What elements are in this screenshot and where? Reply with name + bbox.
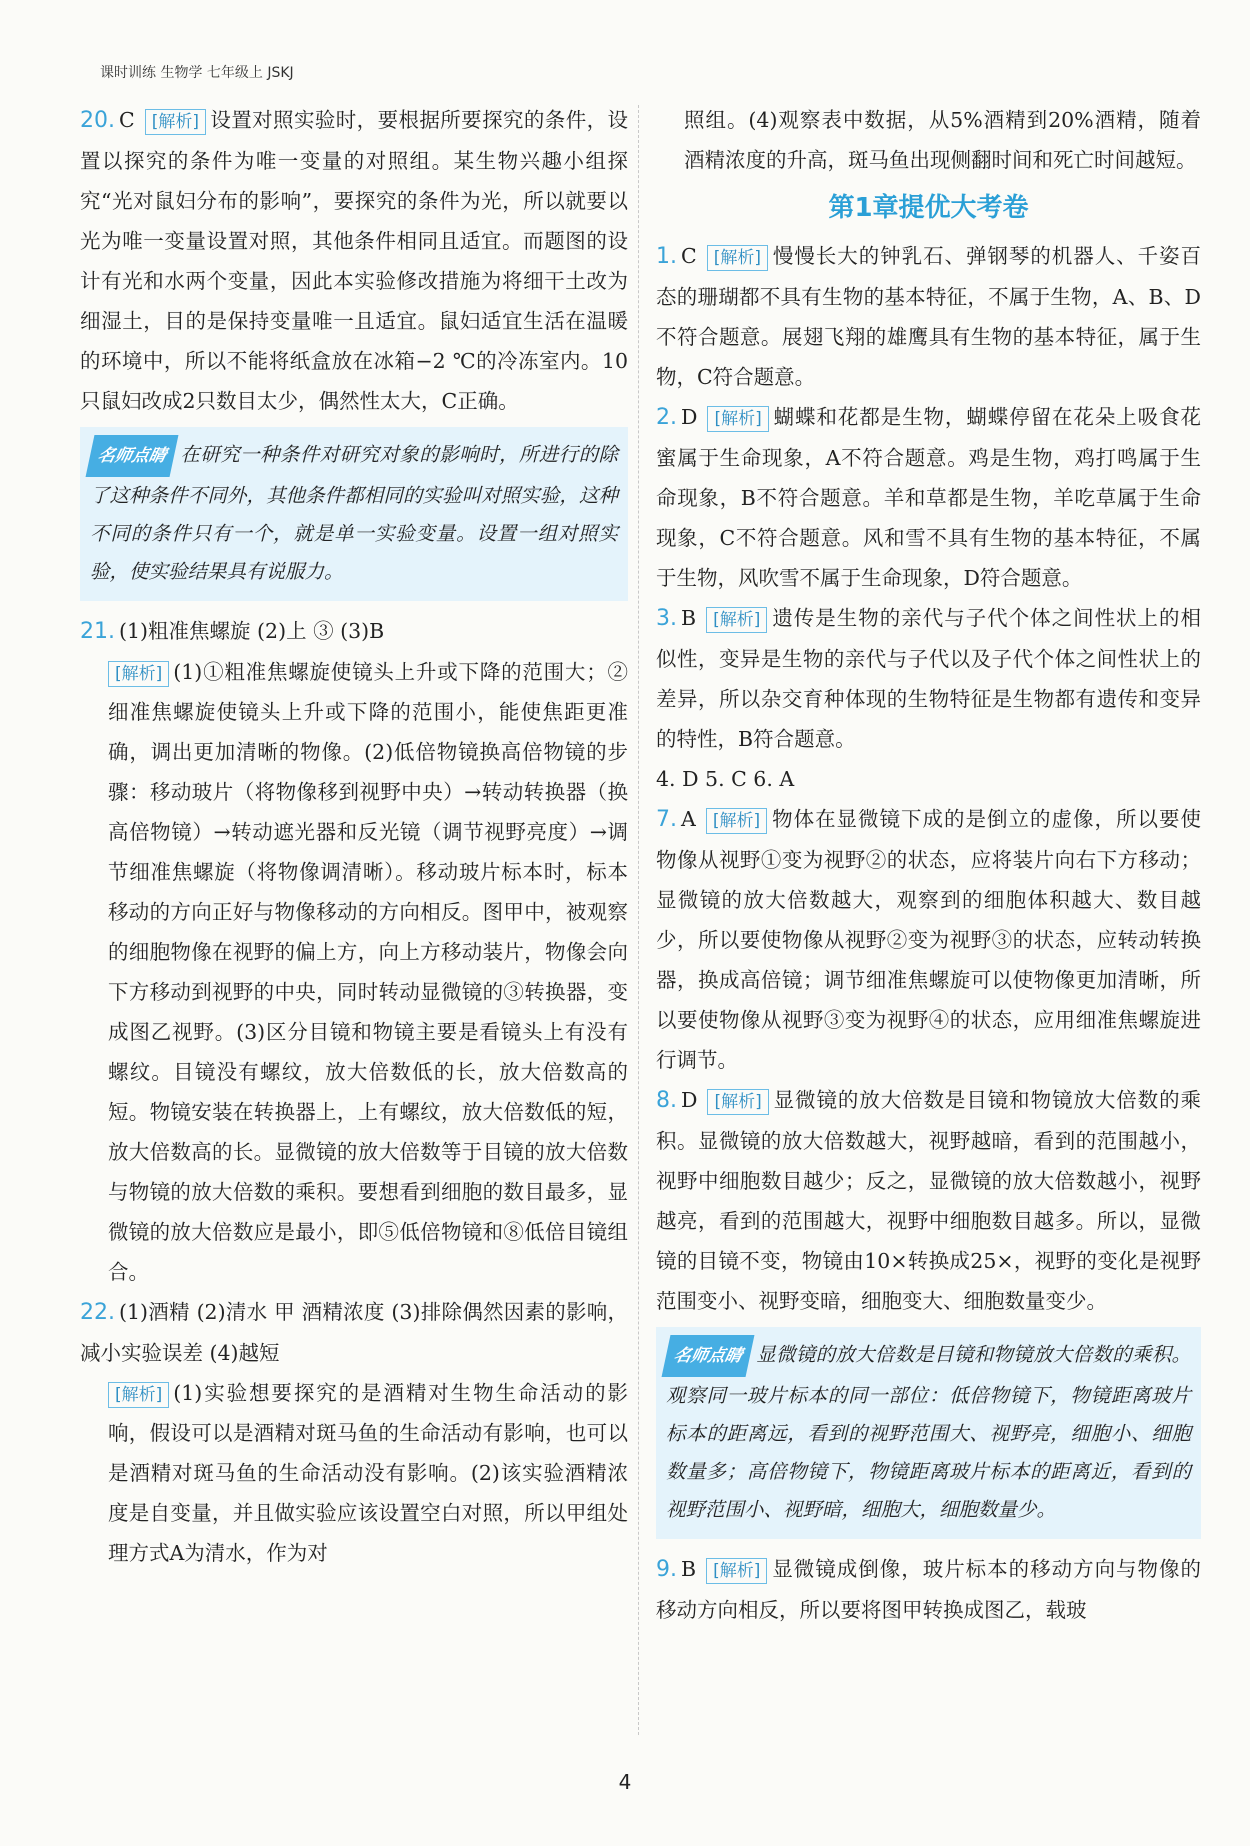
question-3: [656, 598, 1201, 759]
q3-analysis: 遗传是生物的亲代与子代个体之间性状上的相似性，变异是生物的亲代与子代以及子代个体之间性状上的差异，所以杂交育种体现的生物特征是生物都有遗传和变异的特性，B符合题意。: [656, 606, 1201, 751]
q9-number: 9.: [656, 1557, 677, 1582]
tip-text: 显微镜的放大倍数是目镜和物镜放大倍数的乘积。观察同一玻片标本的同一部位：低倍物镜下，物镜距离玻片标本的距离远，看到的视野范围大、视野亮，细胞小、细胞数量多；高倍物镜下，物镜距离玻片标本的距离近，看到的视野范围小、视野暗，细胞大，细胞数量少。: [666, 1343, 1191, 1521]
q7-analysis: 物体在显微镜下成的是倒立的虚像，所以要使物像从视野①变为视野②的状态，应将装片向右下方移动；显微镜的放大倍数越大，观察到的细胞体积越大、数目越少，所以要使物像从视野②变为视野③的状态，应转动转换器，换成高倍镜；调节细准焦螺旋可以使物像更加清晰，所以要使物像从视野③变为视野④的状态，应用细准焦螺旋进行调节。: [656, 807, 1201, 1072]
tip-label: 名师点睛: [662, 1335, 755, 1377]
teacher-tip-box: [656, 1327, 1201, 1539]
q22-continuation: 照组。(4)观察表中数据，从5%酒精到20%酒精，随着酒精浓度的升高，斑马鱼出现侧翻时间和死亡时间越短。: [684, 108, 1201, 172]
q2-analysis: 蝴蝶和花都是生物，蝴蝶停留在花朵上吸食花蜜属于生命现象，A不符合题意。鸡是生物，鸡打鸣属于生命现象，B不符合题意。羊和草都是生物，羊吃草属于生命现象，C不符合题意。风和雪不具有生物的基本特征，不属于生物，风吹雪不属于生命现象，D符合题意。: [656, 405, 1201, 590]
q1-answer: C: [681, 244, 697, 268]
question-9: [656, 1549, 1201, 1630]
q1-analysis: 慢慢长大的钟乳石、弹钢琴的机器人、千姿百态的珊瑚都不具有生物的基本特征，不属于生物，A、B、D不符合题意。展翅飞翔的雄鹰具有生物的基本特征，属于生物，C符合题意。: [656, 244, 1201, 389]
question-1: [656, 236, 1201, 397]
q20-answer: C: [119, 108, 135, 132]
q22-analysis-paragraph: [80, 1373, 628, 1573]
q22-number: 22.: [80, 1300, 115, 1325]
q21-analysis-paragraph: [80, 652, 628, 1292]
q2-answer: D: [681, 405, 698, 429]
analysis-tag: [解析]: [108, 1382, 169, 1408]
left-column: [80, 100, 628, 1573]
q8-number: 8.: [656, 1088, 677, 1113]
analysis-tag: [解析]: [707, 245, 768, 271]
right-column: [656, 100, 1201, 1630]
q8-analysis: 显微镜的放大倍数是目镜和物镜放大倍数的乘积。显微镜的放大倍数越大，视野越暗，看到的范围越小，视野中细胞数目越少；反之，显微镜的放大倍数越小，视野越亮，看到的范围越大，视野中细胞数目越多。所以，显微镜的目镜不变，物镜由10×转换成25×，视野的变化是视野范围变小、视野变暗，细胞变大、细胞数量变少。: [656, 1088, 1201, 1313]
q9-analysis: 显微镜成倒像，玻片标本的移动方向与物像的移动方向相反，所以要将图甲转换成图乙，载玻: [656, 1557, 1201, 1622]
analysis-tag: [解析]: [706, 808, 767, 834]
running-header: 课时训练 生物学 七年级上 JSKJ: [100, 65, 294, 81]
analysis-tag: [解析]: [707, 1089, 768, 1115]
analysis-tag: [解析]: [706, 1558, 767, 1584]
q20-analysis: 设置对照实验时，要根据所要探究的条件，设置以探究的条件为唯一变量的对照组。某生物兴趣小组探究“光对鼠妇分布的影响”，要探究的条件为光，所以就要以光为唯一变量设置对照，其他条件相同且适宜。而题图的设计有光和水两个变量，因此本实验修改措施为将细干土改为细湿土，目的是保持变量唯一且适宜。鼠妇适宜生活在温暖的环境中，所以不能将纸盒放在冰箱−2 ℃的冷冻室内。10只鼠妇改成2只数目太少，偶然性太大，C正确。: [80, 108, 628, 413]
teacher-tip-box: [80, 427, 628, 601]
tip-text: 在研究一种条件对研究对象的影响时，所进行的除了这种条件不同外，其他条件都相同的实验叫对照实验，这种不同的条件只有一个，就是单一实验变量。设置一组对照实验，使实验结果具有说服力。: [90, 443, 618, 583]
question-8: [656, 1080, 1201, 1321]
q3-answer: B: [681, 606, 697, 630]
question-7: [656, 799, 1201, 1080]
analysis-tag: [解析]: [707, 406, 768, 432]
q22-answer: (1)酒精 (2)清水 甲 酒精浓度 (3)排除偶然因素的影响，减小实验误差 (4)越短: [80, 1300, 628, 1365]
question-2: [656, 397, 1201, 598]
q2-number: 2.: [656, 405, 677, 430]
q7-answer: A: [681, 807, 696, 831]
q20-number: 20.: [80, 108, 115, 133]
q8-answer: D: [681, 1088, 698, 1112]
q1-number: 1.: [656, 244, 677, 269]
questions-4-6: 4. D 5. C 6. A: [656, 767, 795, 791]
column-divider: [638, 105, 639, 1735]
question-22: [80, 1292, 628, 1373]
page-number: 4: [618, 1770, 632, 1794]
q21-analysis: (1)①粗准焦螺旋使镜头上升或下降的范围大；②细准焦螺旋使镜头上升或下降的范围小，能使焦距更准确，调出更加清晰的物像。(2)低倍物镜换高倍物镜的步骤：移动玻片（将物像移到视野中央）→转动转换器（换高倍物镜）→转动遮光器和反光镜（调节视野亮度）→调节细准焦螺旋（将物像调清晰）。移动玻片标本时，标本移动的方向正好与物像移动的方向相反。图甲中，被观察的细胞物像在视野的偏上方，向上方移动装片，物像会向下方移动到视野的中央，同时转动显微镜的③转换器，变成图乙视野。(3)区分目镜和物镜主要是看镜头上有没有螺纹。目镜没有螺纹，放大倍数低的长，放大倍数高的短。物镜安装在转换器上，上有螺纹，放大倍数低的短，放大倍数高的长。显微镜的放大倍数等于目镜的放大倍数与物镜的放大倍数的乘积。要想看到细胞的数目最多，显微镜的放大倍数应是最小，即⑤低倍物镜和⑧低倍目镜组合。: [108, 660, 628, 1284]
tip-label: 名师点睛: [86, 435, 179, 477]
chapter-title: 第1章提优大考卷: [828, 193, 1029, 223]
q9-answer: B: [681, 1557, 697, 1581]
analysis-tag: [解析]: [145, 109, 206, 135]
q21-number: 21.: [80, 619, 115, 644]
q21-answer: (1)粗准焦螺旋 (2)上 ③ (3)B: [119, 619, 385, 643]
question-20: [80, 100, 628, 421]
q3-number: 3.: [656, 606, 677, 631]
question-21: [80, 611, 628, 652]
q7-number: 7.: [656, 807, 677, 832]
analysis-tag: [解析]: [706, 607, 767, 633]
q22-analysis: (1)实验想要探究的是酒精对生物生命活动的影响，假设可以是酒精对斑马鱼的生命活动有影响，也可以是酒精对斑马鱼的生命活动没有影响。(2)该实验酒精浓度是自变量，并且做实验应该设置空白对照，所以甲组处理方式A为清水，作为对: [108, 1381, 628, 1565]
analysis-tag: [解析]: [108, 661, 169, 687]
